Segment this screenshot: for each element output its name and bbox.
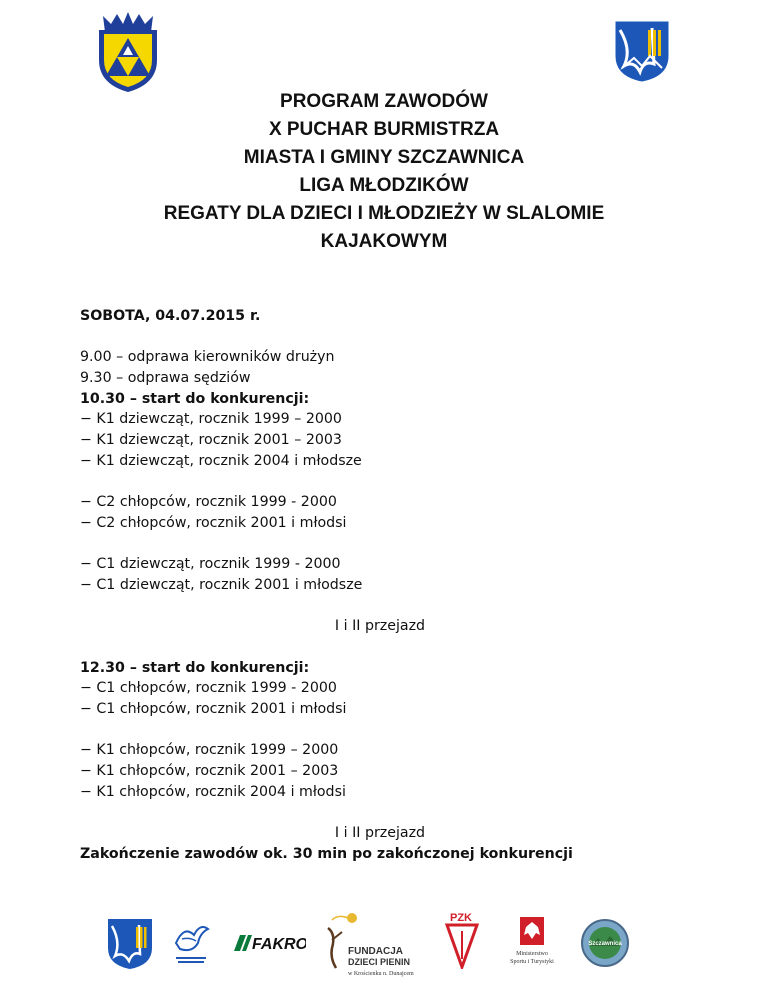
category-line: − K1 dziewcząt, rocznik 2001 – 2003 [80,432,342,449]
schedule-line: 9.00 – odprawa kierowników drużyn [80,349,335,366]
town-coat-of-arms-logo [614,20,670,82]
szczawnica-round-seal-logo [580,918,630,972]
document-title [0,88,768,256]
runs-note: I i II przejazd [334,618,426,635]
start-heading: 10.30 – start do konkurencji: [80,390,310,407]
category-line: − K1 dziewcząt, rocznik 2004 i młodsze [80,452,362,469]
start-heading: 12.30 – start do konkurencji: [80,659,310,676]
category-line: − C1 chłopców, rocznik 2001 i młodsi [80,701,347,718]
category-line: − K1 dziewcząt, rocznik 1999 – 2000 [80,411,342,428]
date-line: SOBOTA, 04.07.2015 r. [80,308,261,324]
title-line: MIASTA I GMINY SZCZAWNICA [243,147,525,168]
category-line: − C2 chłopców, rocznik 1999 - 2000 [80,494,337,511]
schedule-body [80,306,700,865]
pzk-text: PZK [450,912,472,924]
category-line: − K1 chłopców, rocznik 1999 – 2000 [80,742,339,759]
sponsor-logos [0,905,768,985]
ministry-text-2: Sportu i Turystyki [510,959,554,965]
title-line: LIGA MŁODZIKÓW [299,175,469,196]
title-line: REGATY DLA DZIECI I MŁODZIEŻY W SLALOMIE [163,203,605,224]
fundacja-text-2: DZIECI PIENIN [348,957,411,967]
fakro-logo [234,933,306,957]
seal-text: Szczawnica [588,941,622,947]
category-line: − C1 chłopców, rocznik 1999 - 2000 [80,680,337,697]
title-line: PROGRAM ZAWODÓW [280,91,488,112]
ministry-text-1: Ministerstwo [516,951,548,957]
pieniny-bird-logo [170,919,212,971]
title-line: X PUCHAR BURMISTRZA [268,119,500,140]
fundacja-text-3: w Krościenku n. Dunajcem [348,971,414,977]
fundacja-dzieci-pienin-logo [318,910,428,984]
category-line: − K1 chłopców, rocznik 2001 – 2003 [80,763,339,780]
category-line: − C2 chłopców, rocznik 2001 i młodsi [80,514,347,531]
ministry-sport-logo [506,917,558,977]
pzk-logo [444,909,480,973]
runs-note: I i II przejazd [334,825,426,842]
title-line: KAJAKOWYM [320,231,448,252]
category-line: − K1 chłopców, rocznik 2004 i młodsi [80,783,346,800]
fakro-text: FAKRO [252,936,306,953]
fundacja-text-1: FUNDACJA [348,946,403,957]
club-crest-logo [93,12,163,94]
town-coat-of-arms-logo [107,918,153,974]
category-line: − C1 dziewcząt, rocznik 2001 i młodsze [80,576,363,593]
closing-line: Zakończenie zawodów ok. 30 min po zakończonej konkurencji [80,845,573,862]
schedule-line: 9.30 – odprawa sędziów [80,370,251,387]
category-line: − C1 dziewcząt, rocznik 1999 - 2000 [80,556,341,573]
